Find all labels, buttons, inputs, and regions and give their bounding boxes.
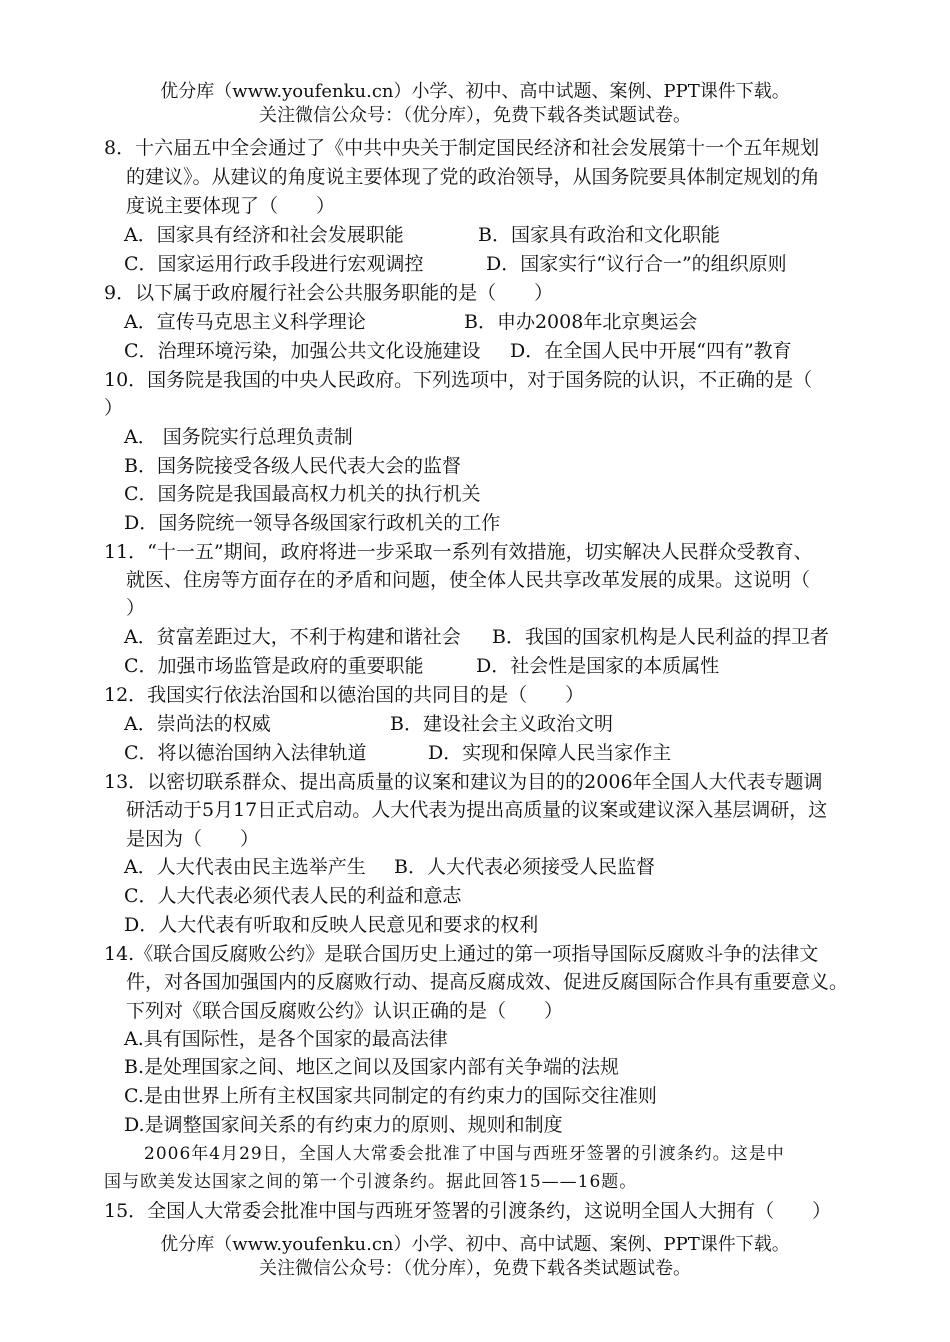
q10-stem-line-2: ）	[104, 397, 124, 419]
q9-option-b: B．申办2008年北京奥运会	[464, 311, 698, 333]
q10-option-a: A． 国务院实行总理负责制	[124, 426, 353, 448]
q9-stem-line-1: 9．以下属于政府履行社会公共服务职能的是（ ）	[104, 282, 554, 304]
q12-stem-line-1: 12．我国实行依法治国和以德治国的共同目的是（ ）	[104, 684, 585, 706]
q13-stem-line-1: 13．以密切联系群众、提出高质量的议案和建议为目的的2006年全国人大代表专题调	[104, 771, 823, 793]
material-line-2: 国与欧美发达国家之间的第一个引渡条约。据此回答15——16题。	[104, 1172, 638, 1192]
q10-option-c: C．国务院是我国最高权力机关的执行机关	[124, 483, 481, 505]
q10-option-d: D．国务院统一领导各级国家行政机关的工作	[124, 512, 501, 534]
q14-stem-line-3: 下列对《联合国反腐败公约》认识正确的是（ ）	[126, 1000, 564, 1022]
q9-option-d: D．在全国人民中开展“四有”教育	[510, 340, 792, 362]
q11-stem-line-1: 11．“十一五”期间，政府将进一步采取一系列有效措施，切实解决人民群众受教育、	[104, 541, 813, 563]
q13-option-d: D．人大代表有听取和反映人民意见和要求的权利	[124, 914, 539, 936]
q13-option-b: B．人大代表必须接受人民监督	[394, 856, 655, 878]
q13-stem-line-2: 研活动于5月17日正式启动。人大代表为提出高质量的议案或建议深入基层调研，这	[126, 799, 828, 821]
q11-option-c: C．加强市场监管是政府的重要职能	[124, 655, 424, 677]
q8-option-c: C．国家运用行政手段进行宏观调控	[124, 253, 424, 275]
q8-stem-line-2: 的建议》。从建议的角度说主要体现了党的政治领导，从国务院要具体制定规划的角	[126, 166, 820, 188]
q9-option-a: A．宣传马克思主义科学理论	[124, 311, 366, 333]
q11-stem-line-3: ）	[126, 597, 146, 619]
q8-stem-line-1: 8．十六届五中全会通过了《中共中央关于制定国民经济和社会发展第十一个五年规划	[104, 137, 820, 159]
q13-option-c: C．人大代表必须代表人民的利益和意志	[124, 885, 462, 907]
q8-stem-line-3: 度说主要体现了（ ）	[126, 195, 336, 217]
q14-stem-line-2: 件，对各国加强国内的反腐败行动、提高反腐成效、促进反腐国际合作具有重要意义。	[126, 971, 849, 993]
q12-option-b: B．建设社会主义政治文明	[390, 713, 613, 735]
q9-option-c: C．治理环境污染，加强公共文化设施建设	[124, 340, 481, 362]
q11-option-d: D．社会性是国家的本质属性	[476, 655, 720, 677]
footer-line-1: 优分库（www.youfenku.cn）小学、初中、高中试题、案例、PPT课件下载。	[160, 1234, 790, 1255]
q15-stem-line-1: 15．全国人大常委会批准中国与西班牙签署的引渡条约，这说明全国人大拥有（ ）	[104, 1200, 832, 1222]
q14-option-b: B.是处理国家之间、地区之间以及国家内部有关争端的法规	[124, 1056, 620, 1078]
material-line-1: 2006年4月29日，全国人大常委会批准了中国与西班牙签署的引渡条约。这是中	[144, 1144, 785, 1164]
q10-option-b: B．国务院接受各级人民代表大会的监督	[124, 455, 461, 477]
q8-option-b: B．国家具有政治和文化职能	[478, 224, 720, 246]
q13-stem-line-3: 是因为（ ）	[126, 828, 260, 850]
header-line-2: 关注微信公众号：（优分库），免费下载各类试题试卷。	[259, 105, 691, 126]
header-line-1: 优分库（www.youfenku.cn）小学、初中、高中试题、案例、PPT课件下载。	[160, 81, 790, 102]
q14-stem-line-1: 14.《联合国反腐败公约》是联合国历史上通过的第一项指导国际反腐败斗争的法律文	[104, 943, 819, 965]
q13-option-a: A．人大代表由民主选举产生	[124, 856, 366, 878]
q8-option-d: D．国家实行“议行合一”的组织原则	[486, 253, 787, 275]
q8-option-a: A．国家具有经济和社会发展职能	[124, 224, 404, 246]
q11-option-b: B．我国的国家机构是人民利益的捍卫者	[492, 626, 829, 648]
q14-option-a: A.具有国际性，是各个国家的最高法律	[124, 1028, 448, 1050]
q10-stem-line-1: 10．国务院是我国的中央人民政府。下列选项中，对于国务院的认识，不正确的是（	[104, 369, 813, 391]
q12-option-d: D．实现和保障人民当家作主	[428, 742, 672, 764]
q12-option-a: A．崇尚法的权威	[124, 713, 271, 735]
q14-option-c: C.是由世界上所有主权国家共同制定的有约束力的国际交往准则	[124, 1085, 657, 1107]
footer-line-2: 关注微信公众号：（优分库），免费下载各类试题试卷。	[259, 1258, 691, 1279]
q14-option-d: D.是调整国家间关系的有约束力的原则、规则和制度	[124, 1114, 563, 1136]
q11-option-a: A．贫富差距过大，不利于构建和谐社会	[124, 626, 461, 648]
q12-option-c: C．将以德治国纳入法律轨道	[124, 742, 367, 764]
q11-stem-line-2: 就医、住房等方面存在的矛盾和问题，使全体人民共享改革发展的成果。这说明（	[126, 569, 811, 591]
